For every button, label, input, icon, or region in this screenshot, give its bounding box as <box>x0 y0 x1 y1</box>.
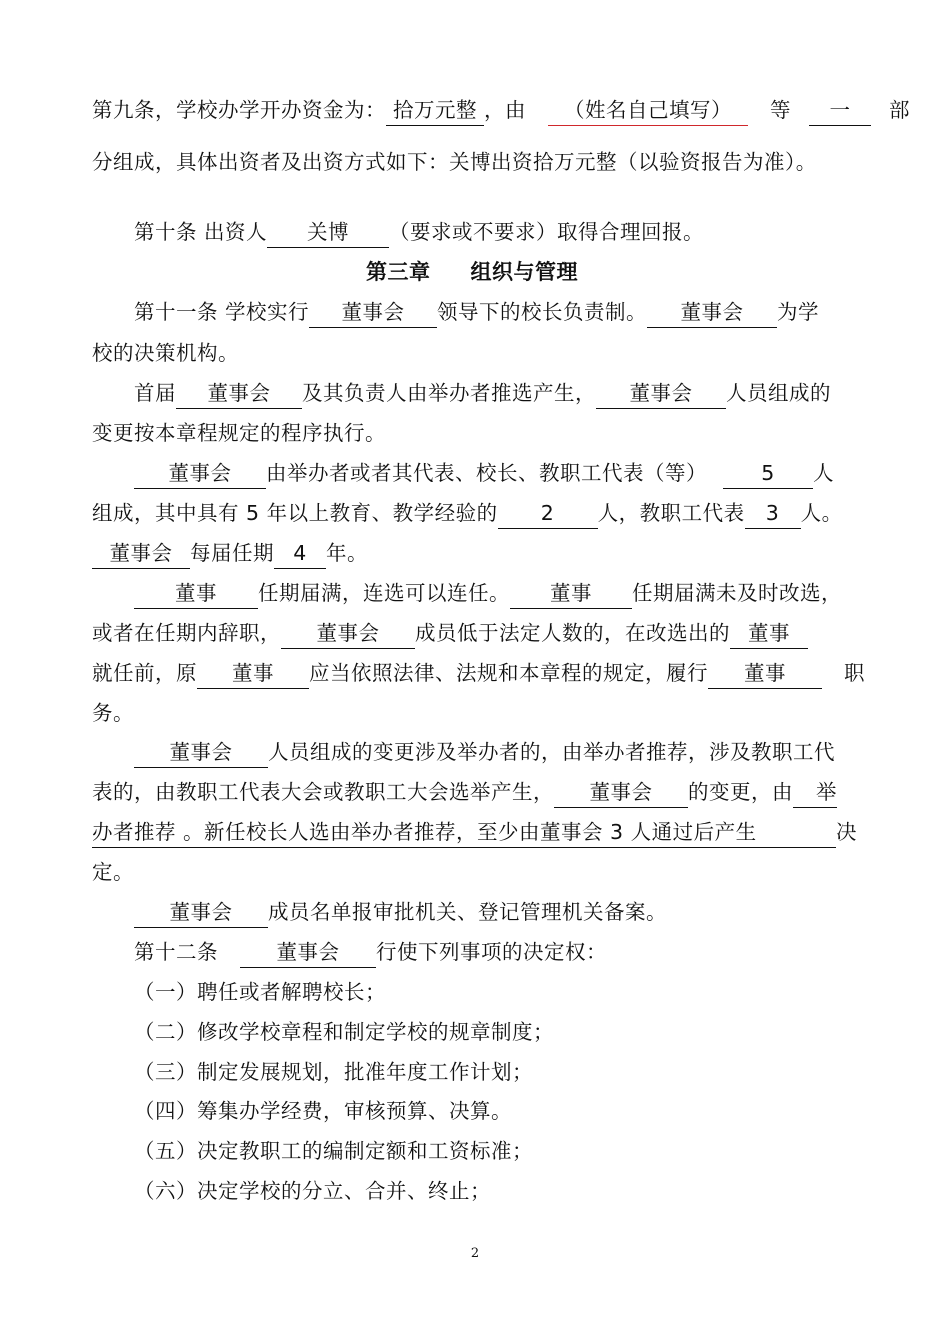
text: 第九条，学校办学开办资金为： <box>92 98 386 122</box>
text: 组成，其中具有 5 年以上教育、教学经验的 <box>92 501 498 525</box>
text: 等 <box>770 98 791 122</box>
text: 职 <box>844 661 865 685</box>
article11-line8 <box>134 573 842 613</box>
list-item: （五）决定教职工的编制定额和工资标准； <box>134 1139 533 1163</box>
text: 或者在任期内辞职， <box>92 621 281 645</box>
blank: 2 <box>498 498 598 529</box>
article11-line3 <box>134 373 831 413</box>
text: 校的决策机构。 <box>92 341 239 365</box>
article11-line10 <box>92 653 865 693</box>
blank: 董事 <box>134 578 258 609</box>
text: 应当依照法律、法规和本章程的规定，履行 <box>309 661 708 685</box>
list-item: （一）聘任或者解聘校长； <box>134 980 386 1004</box>
text: 决 <box>836 820 857 844</box>
blank: 董事 <box>730 618 808 649</box>
text: ，由 <box>484 98 526 122</box>
article11-line1 <box>134 292 819 332</box>
blank: 董事会 <box>176 378 302 409</box>
article11-line15 <box>92 852 134 892</box>
page-number: 2 <box>470 1246 480 1261</box>
article10-line <box>134 212 704 252</box>
chapter-number: 第三章 <box>366 260 431 284</box>
text: 定。 <box>92 860 134 884</box>
text: 分组成，具体出资者及出资方式如下：关博出资拾万元整（以验资报告为准）。 <box>92 150 817 174</box>
text: 人员组成的 <box>726 381 831 405</box>
blank: 董事 <box>510 578 632 609</box>
blank: 董事会 <box>134 458 266 489</box>
article9-line1 <box>92 90 910 130</box>
article11-line7 <box>92 533 368 573</box>
article11-line6 <box>92 493 843 533</box>
list-item: （四）筹集办学经费，审核预算、决算。 <box>134 1099 512 1123</box>
chapter-title: 组织与管理 <box>470 260 578 284</box>
blank: 董事会 <box>554 777 688 808</box>
text: 年。 <box>326 541 368 565</box>
text: 第十条 出资人 <box>134 220 268 244</box>
text: 及其负责人由举办者推选产生， <box>302 381 596 405</box>
article11-line2 <box>92 333 239 373</box>
text: 首届 <box>134 381 176 405</box>
list-item: （二）修改学校章程和制定学校的规章制度； <box>134 1020 554 1044</box>
article11-line5 <box>134 453 834 493</box>
text: 部 <box>889 98 910 122</box>
text: 第十一条 学校实行 <box>134 300 310 324</box>
list-item: （六）决定学校的分立、合并、终止； <box>134 1179 491 1203</box>
article11-line14 <box>92 812 857 852</box>
text: 任期届满，连选可以连任。 <box>258 581 510 605</box>
text: （要求或不要求）取得合理回报。 <box>389 220 705 244</box>
blank: 董事会 <box>92 538 190 569</box>
text: 每届任期 <box>190 541 274 565</box>
blank: 举 <box>793 777 837 808</box>
article11-line13 <box>92 772 837 812</box>
text: 人，教职工代表 <box>597 501 745 525</box>
text: 变更按本章程规定的程序执行。 <box>92 421 386 445</box>
text: 成员名单报审批机关、登记管理机关备案。 <box>268 900 667 924</box>
article11-line16 <box>134 892 667 932</box>
blank-investor: 关博 <box>267 217 389 248</box>
article11-line9 <box>92 613 808 653</box>
text: 由举办者或者其代表、校长、教职工代表（等） <box>266 461 707 485</box>
text: 就任前，原 <box>92 661 197 685</box>
text: 行使下列事项的决定权： <box>376 940 607 964</box>
article12-line <box>134 932 607 972</box>
blank: 董事会 <box>134 737 268 768</box>
list-item: （三）制定发展规划，批准年度工作计划； <box>134 1060 533 1084</box>
text: 人 <box>813 461 834 485</box>
blank: 董事 <box>197 658 309 689</box>
text: 务。 <box>92 701 134 725</box>
blank-nomination: 办者推荐 。新任校长人选由举办者推荐，至少由董事会 3 人通过后产生 <box>92 817 836 848</box>
blank: 董事 <box>708 658 822 689</box>
article9-line2 <box>92 142 817 182</box>
text: 人员组成的变更涉及举办者的，由举办者推荐，涉及教职工代 <box>268 740 835 764</box>
text: 任期届满未及时改选， <box>632 581 842 605</box>
article11-line12 <box>134 732 835 772</box>
text: 为学 <box>777 300 820 324</box>
blank: 5 <box>723 458 813 489</box>
article11-line11 <box>92 693 134 733</box>
text: 第十二条 <box>134 940 218 964</box>
text: 成员低于法定人数的，在改选出的 <box>415 621 730 645</box>
blank-name: （姓名自己填写） <box>548 95 748 126</box>
blank: 董事会 <box>309 297 437 328</box>
blank: 3 <box>745 498 801 529</box>
blank-count: 一 <box>809 95 871 126</box>
text: 人。 <box>800 501 843 525</box>
blank: 董事会 <box>134 897 268 928</box>
article11-line4 <box>92 413 386 453</box>
text: 领导下的校长负责制。 <box>437 300 648 324</box>
text: 的变更，由 <box>688 780 793 804</box>
chapter-heading <box>366 252 578 292</box>
blank: 董事会 <box>596 378 726 409</box>
blank: 董事会 <box>647 297 777 328</box>
blank: 董事会 <box>240 937 376 968</box>
text: 表的，由教职工代表大会或教职工大会选举产生， <box>92 780 554 804</box>
blank-amount: 拾万元整 <box>386 95 484 126</box>
blank: 董事会 <box>281 618 415 649</box>
blank: 4 <box>274 538 326 569</box>
